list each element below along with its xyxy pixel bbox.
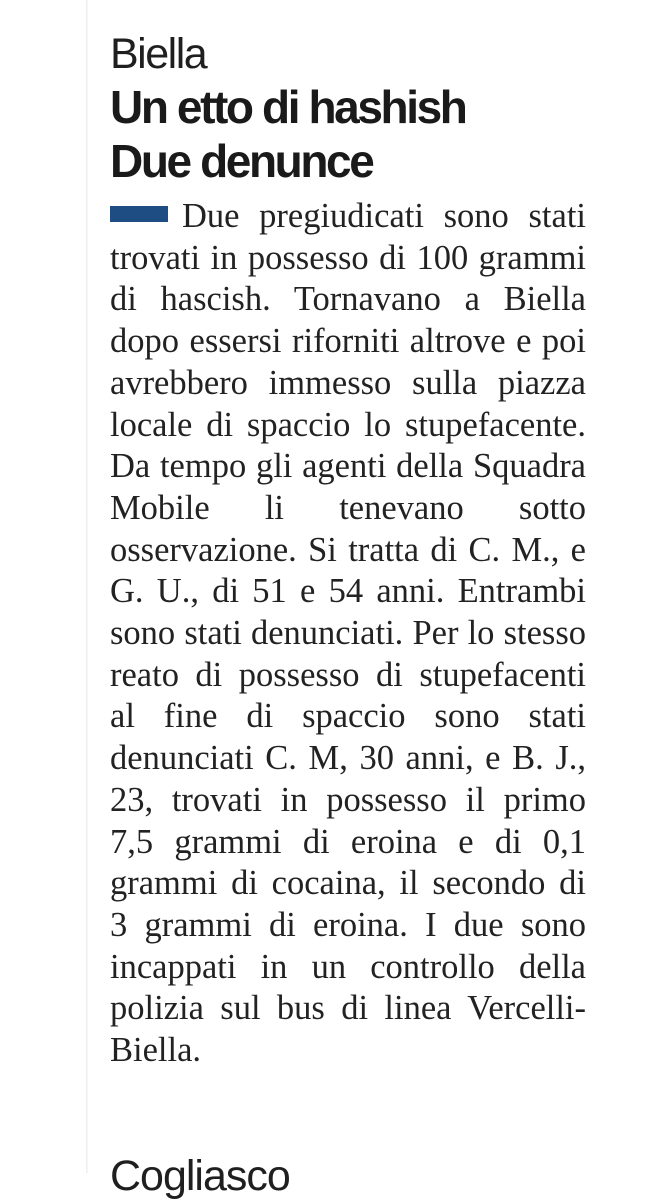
headline-line-1: Un etto di hashish (110, 81, 466, 133)
article-body-text: Due pregiudicati sono stati trovati in possesso di 100 grammi di hascish. Tornavano a Biella dopo essersi riforniti altrove e poi avrebbero immesso sulla piazza locale di spaccio lo stupefacente. Da tempo gli agenti della Squadra Mobile li tenevano sotto osservazione. Si tratta di C. M., e G. U., di 51 e 54 anni. Entrambi sono stati denunciati. Per lo stesso reato di possesso di stupefacenti al fine di spaccio sono stati denunciati C. M, 30 anni, e B. J., 23, trovati in possesso il primo 7,5 grammi di eroina e di 0,1 grammi di cocaina, il secondo di 3 grammi di eroina. I due sono incappati in un controllo della polizia sul bus di linea Vercelli-Biella. (110, 197, 586, 1070)
lead-bar-icon (110, 206, 168, 222)
news-article (110, 28, 586, 1072)
next-article-kicker: Cogliasco (110, 1152, 290, 1200)
column-divider (86, 0, 88, 1173)
headline-line-2: Due denunce (110, 135, 373, 187)
article-kicker: Biella (110, 30, 207, 78)
article-headline (110, 80, 586, 188)
article-body (110, 196, 586, 1072)
